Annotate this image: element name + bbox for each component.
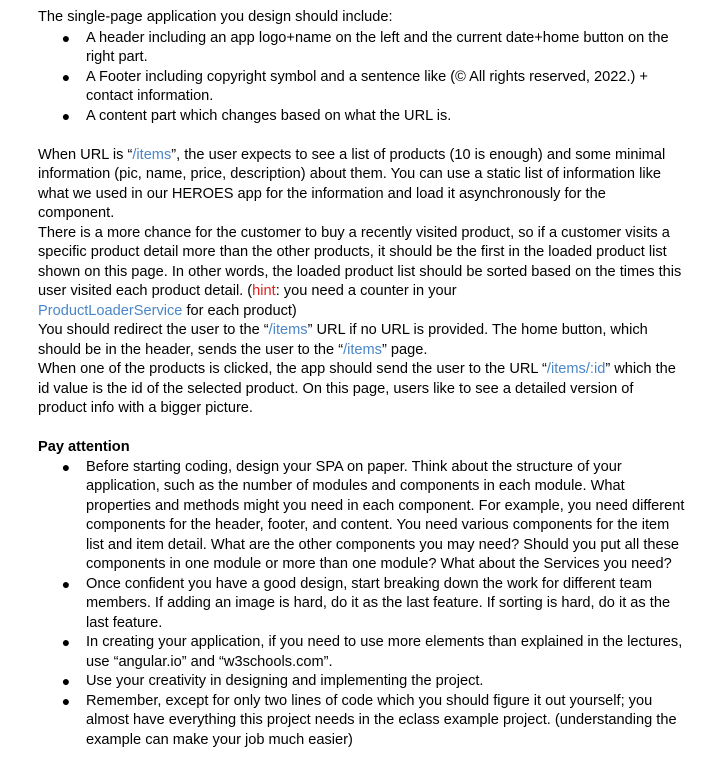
item-id-url-link[interactable]: /items/:id <box>546 361 606 377</box>
hint-label: hint <box>252 283 276 299</box>
bullet-icon: ● <box>61 673 71 689</box>
intro-line: The single-page application you design should include: <box>38 9 393 25</box>
spacer <box>38 126 686 146</box>
list-item <box>38 672 686 692</box>
text: : you need a counter in your <box>275 283 457 299</box>
attention-list <box>38 458 686 751</box>
list-item-text: Before starting coding, design your SPA on paper. Think about the structure of your application, such as the number of modules and components in each module. What properties and methods might you need in each component. For example, you need different components for the header, footer, and content. You need various components for the item list and item detail. What are the other components you may need? Should you put all these components in one module or more than one module? What about the Services you need? <box>86 458 685 572</box>
list-item <box>38 29 686 68</box>
bullet-icon: ● <box>61 29 71 46</box>
list-item <box>38 633 686 672</box>
paragraph-item-detail <box>38 360 686 419</box>
pay-attention-heading: Pay attention <box>38 439 130 455</box>
items-url-link[interactable]: /items <box>268 322 308 338</box>
list-item-text: Once confident you have a good design, start breaking down the work for different team members. If adding an image is hard, do it as the last feature. If sorting is hard, do it as the last feature. <box>86 575 671 631</box>
list-item <box>38 692 686 751</box>
text: for each product) <box>182 302 297 319</box>
bullet-icon: ● <box>61 68 71 85</box>
bullet-icon: ● <box>61 458 71 475</box>
list-item-text: A content part which changes based on what the URL is. <box>86 107 452 124</box>
bullet-icon: ● <box>61 634 71 650</box>
items-url-link[interactable]: /items <box>343 341 382 358</box>
text: When URL is “ <box>38 146 133 163</box>
paragraph-items-url <box>38 146 686 224</box>
list-item-text: A header including an app logo+name on the left and the current date+home button on the right part. <box>86 29 669 65</box>
spacer <box>38 419 686 439</box>
bullet-icon: ● <box>61 692 71 709</box>
paragraph-sorting <box>38 224 686 322</box>
list-item <box>38 107 686 127</box>
text: ” URL if no URL is provided. The home button, which should be in the header, sends the user to the “ <box>38 322 648 358</box>
list-item-text: In creating your application, if you need to use more elements than explained in the lectures, use “angular.io” and “w3schools.com”. <box>86 634 683 670</box>
text: You should redirect the user to the “ <box>38 322 269 338</box>
text: When one of the products is clicked, the app should send the user to the URL “ <box>38 361 547 377</box>
text: There is a more chance for the customer to buy a recently visited product, so if a customer visits a specific product detail more than the other products, it should be the first in the loaded product list shown on this page. In other words, the loaded product list should be sorted based on the times this user visited each product detail. ( <box>38 224 682 299</box>
bullet-icon: ● <box>61 575 71 592</box>
list-item-text: Use your creativity in designing and implementing the project. <box>86 673 484 689</box>
items-url-link[interactable]: /items <box>132 146 172 163</box>
requirements-list <box>38 29 686 127</box>
product-loader-service-link[interactable]: ProductLoaderService <box>38 302 183 319</box>
list-item-text: Remember, except for only two lines of code which you should figure it out yourself; you almost have everything this project needs in the eclass example project. (understanding the example can make your job much easier) <box>86 692 677 748</box>
list-item-text: A Footer including copyright symbol and a sentence like (© All rights reserved, 2022.) + contact information. <box>86 68 648 104</box>
list-item <box>38 68 686 107</box>
text: ” which the id value is the id of the selected product. On this page, users like to see a detailed version of product info with a bigger picture. <box>38 361 676 416</box>
list-item <box>38 458 686 575</box>
list-item <box>38 575 686 634</box>
bullet-icon: ● <box>61 107 71 124</box>
text: ”, the user expects to see a list of products (10 is enough) and some minimal information (pic, name, price, description) about them. You can use a static list of information like what we used in our HEROES app for the information and load it asynchronously for the component. <box>38 146 666 221</box>
paragraph-redirect <box>38 321 686 360</box>
text: ” page. <box>381 341 428 358</box>
